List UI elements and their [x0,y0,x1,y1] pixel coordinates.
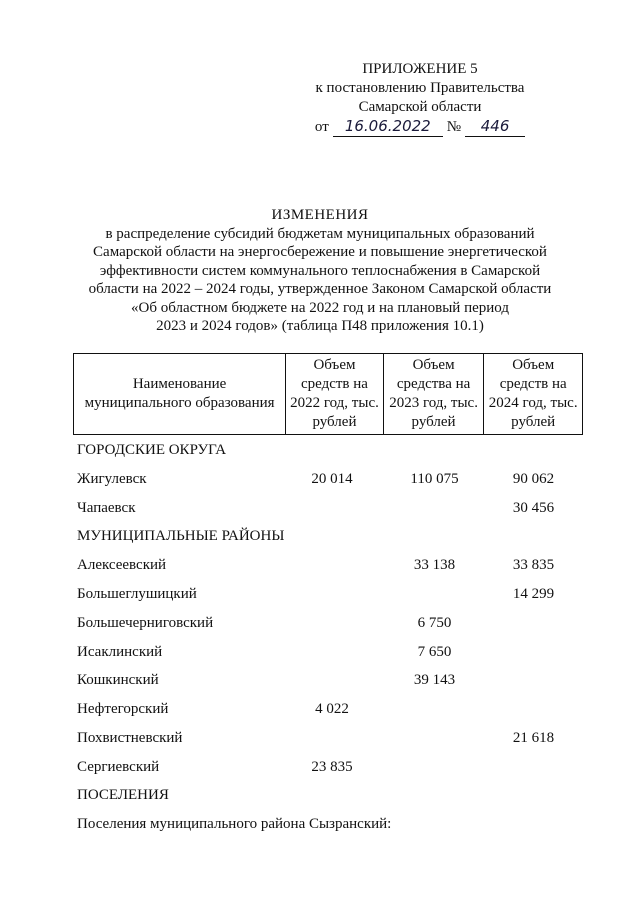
header-text: рублей [411,414,456,430]
appendix-date-row [290,117,550,137]
title-line: 2023 и 2024 годов» (таблица П48 приложения 10.1) [156,318,484,334]
header-text: муниципального образования [84,395,275,411]
appendix-block [290,60,550,137]
appendix-line-region: Самарской области [358,99,482,115]
table-cell-2024: 30 456 [512,500,555,516]
table-row-name: Исаклинский [77,644,163,660]
header-text: средств на [499,376,567,392]
title-heading: ИЗМЕНЕНИЯ [271,207,369,223]
table-row-name: Похвистневский [77,730,183,746]
header-cell-2022 [285,354,383,434]
number-prefix: № [446,119,462,135]
header-text: средств на [300,376,368,392]
title-line: «Об областном бюджете на 2022 год и на плановый период [131,299,509,316]
date-handwritten: 16.06.2022 [333,117,443,137]
header-text: Объем [512,357,555,373]
date-prefix: от [314,119,329,135]
table-cell-2023: 110 075 [410,471,459,487]
header-text: Объем [412,357,455,373]
header-text: средства на [396,376,471,392]
table-row-name: Жигулевск [77,471,147,487]
header-text: 2024 год, тыс. [488,395,578,411]
title-line: эффективности систем коммунального теплоснабжения в Самарской [99,262,541,279]
table-cell-2024: 90 062 [512,471,555,487]
document-title [0,206,640,336]
header-cell-2024 [483,354,582,434]
header-cell-name [74,354,285,434]
table-cell-2022: 20 014 [311,471,353,487]
section-settlements: ПОСЕЛЕНИЯ [77,787,169,803]
table-row-name: Большеглушицкий [77,586,197,602]
number-handwritten: 446 [465,117,525,137]
table-cell-2023: 6 750 [417,615,452,631]
header-text: Наименование [132,376,227,392]
header-cell-2023 [383,354,484,434]
appendix-title: ПРИЛОЖЕНИЕ 5 [362,61,478,77]
table-row-name: Сергиевский [77,759,160,775]
title-line: области на 2022 – 2024 годы, утвержденное Законом Самарской области [88,281,552,297]
table-cell-2022: 4 022 [315,701,349,717]
table-row-name: Чапаевск [77,500,136,516]
table-cell-2023: 7 650 [417,644,452,660]
header-text: 2023 год, тыс. [389,395,478,411]
header-text: 2022 год, тыс. [290,395,379,411]
table-row-name: Алексеевский [77,557,167,573]
table-row-name: Большечерниговский [77,615,214,631]
section-municipal-districts: МУНИЦИПАЛЬНЫЕ РАЙОНЫ [77,528,285,544]
table-row-name: Кошкинский [77,672,159,688]
table-header [73,353,583,435]
table-cell-2024: 21 618 [512,730,555,746]
title-line: в распределение субсидий бюджетам муниципальных образований [105,225,535,242]
title-line: Самарской области на энергосбережение и повышение энергетической [93,244,547,260]
appendix-line-decree: к постановлению Правительства [315,80,525,96]
table-cell-2022: 23 835 [311,759,353,775]
header-text: рублей [312,414,357,430]
table-cell-2023: 39 143 [413,672,456,688]
settlements-subheading: Поселения муниципального района Сызранский: [77,816,392,832]
table-cell-2024: 14 299 [512,586,555,602]
table-row-name: Нефтегорский [77,701,169,717]
section-urban-districts: ГОРОДСКИЕ ОКРУГА [77,442,227,458]
table-cell-2024: 33 835 [512,557,555,573]
header-text: рублей [511,414,556,430]
table-cell-2023: 33 138 [413,557,456,573]
header-text: Объем [313,357,356,373]
